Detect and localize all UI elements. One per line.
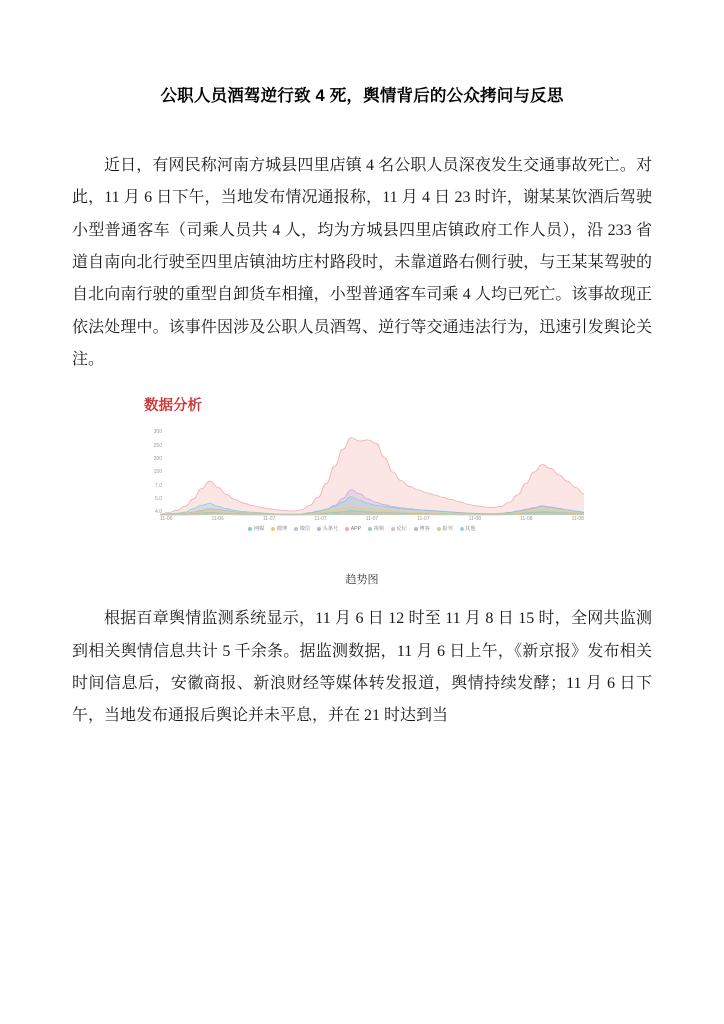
legend-item-论坛[interactable] (391, 525, 407, 532)
trend-chart-svg (102, 421, 622, 525)
paragraph-block-1 (72, 150, 652, 376)
paragraph-block-2 (72, 603, 652, 732)
x-tick: 11-06 (160, 516, 173, 523)
y-tick: 4.0 (155, 509, 162, 516)
x-tick: 11-07 (417, 516, 430, 523)
legend-label: 网媒 (253, 526, 265, 533)
y-tick: 250 (153, 442, 162, 449)
y-tick: 7.0 (155, 482, 162, 489)
x-tick: 11-07 (314, 516, 327, 523)
legend-label: 论坛 (396, 526, 407, 533)
legend-label: 报刊 (442, 526, 453, 533)
chart-caption: 趋势图 (345, 574, 379, 587)
legend-swatch-icon (248, 527, 252, 531)
section-heading-data-analysis: 数据分析 (144, 398, 202, 415)
x-tick: 11-08 (571, 516, 584, 523)
chart-y-axis-labels (140, 429, 162, 515)
x-tick: 11-07 (262, 516, 276, 523)
y-tick: 200 (153, 455, 162, 462)
legend-swatch-icon (460, 527, 464, 531)
paragraph-2: 根据百章舆情监测系统显示，11 月 6 日 12 时至 11 月 8 日 15 时，全网共监测到相关舆情信息共计 5 千余条。据监测数据，11 月 6 日上午，《新京报》发布相关时间信息后，安徽商报、新浪财经等媒体转发报道，舆情持续发酵；11 月 6 日下午，当地发布通报后舆论并未平息，并在 21 时达到当 (72, 610, 652, 725)
legend-label: 博客 (419, 526, 430, 533)
legend-label: 视频 (373, 526, 384, 533)
legend-item-微博[interactable] (271, 525, 287, 532)
legend-item-其他[interactable] (460, 525, 476, 532)
y-tick: 300 (153, 429, 162, 436)
chart-x-axis-labels (160, 516, 584, 522)
trend-chart (102, 421, 622, 549)
legend-item-视频[interactable] (368, 525, 384, 532)
page-title: 公职人员酒驾逆行致 4 死，舆情背后的公众拷问与反思 (160, 87, 564, 105)
legend-label: 其他 (465, 526, 476, 533)
legend-swatch-icon (437, 527, 441, 531)
legend-item-网媒[interactable] (248, 525, 264, 532)
legend-label: 微信 (299, 526, 311, 533)
x-tick: 11-08 (520, 516, 533, 523)
legend-label: 微博 (276, 526, 288, 533)
legend-item-报刊[interactable] (437, 525, 453, 532)
y-tick: 5.0 (155, 495, 162, 502)
chart-series-group (160, 438, 584, 515)
x-tick: 11-07 (365, 516, 379, 523)
legend-label: 头条号 (322, 526, 339, 533)
x-tick: 11-06 (211, 516, 224, 523)
legend-swatch-icon (345, 527, 349, 531)
legend-swatch-icon (317, 527, 321, 531)
legend-swatch-icon (414, 527, 418, 531)
legend-swatch-icon (294, 527, 298, 531)
legend-label: APP (350, 525, 362, 532)
legend-item-博客[interactable] (414, 525, 430, 532)
y-tick: 150 (153, 469, 162, 476)
legend-swatch-icon (391, 527, 395, 531)
legend-item-头条号[interactable] (317, 525, 338, 532)
legend-item-微信[interactable] (294, 525, 310, 532)
legend-item-APP[interactable] (345, 525, 361, 532)
x-tick: 11-08 (468, 516, 482, 523)
paragraph-1: 近日，有网民称河南方城县四里店镇 4 名公职人员深夜发生交通事故死亡。对此，11 月 6 日下午，当地发布情况通报称，11 月 4 日 23 时许，谢某某饮酒后驾驶小型普通客车（司乘人员共 4 人，均为方城县四里店镇政府工作人员），沿 233 省道自南向北行驶至四里店镇油坊庄村路段时，未靠道路右侧行驶，与王某某驾驶的自北向南行驶的重型自卸货车相撞，小型普通客车司乘 4 人均已死亡。该事故现正依法处理中。该事件因涉及公职人员酒驾、逆行等交通违法行为，迅速引发舆论关注。 (72, 157, 652, 368)
chart-legend (102, 525, 622, 532)
legend-swatch-icon (271, 527, 275, 531)
legend-swatch-icon (368, 527, 372, 531)
